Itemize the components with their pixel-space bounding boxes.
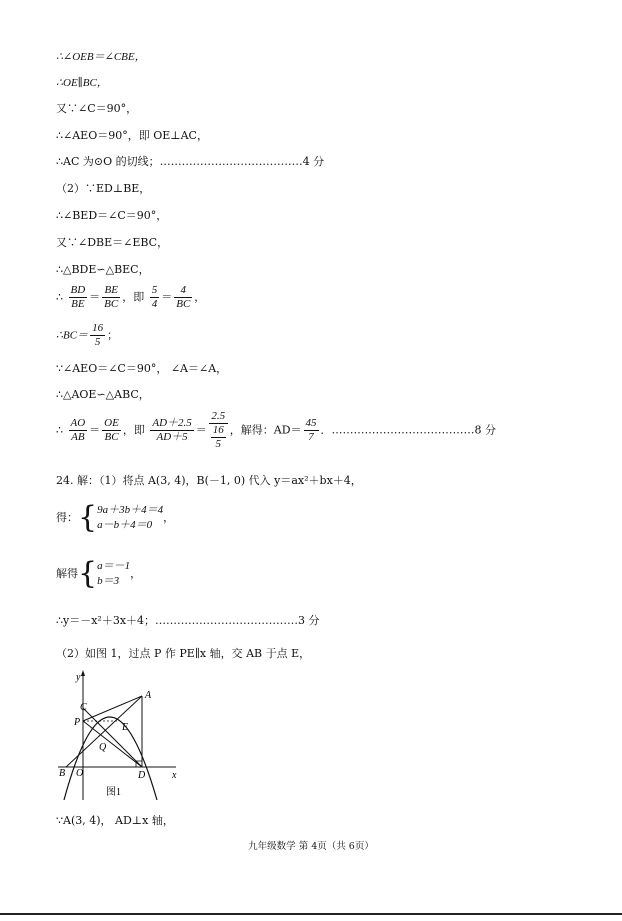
label-a: A — [145, 690, 152, 701]
label-x: x — [172, 770, 177, 781]
figure-caption: 图1 — [106, 787, 121, 798]
line-8: 又∵∠DBE＝∠EBC， — [56, 236, 169, 249]
label-d: D — [138, 770, 146, 781]
line-q24: 24. 解：（1）将点 A(3, 4)，B(－1, 0) 代入 y＝ax²＋bx＋4， — [56, 474, 362, 487]
line-7: ∴∠BED＝∠C＝90°， — [56, 209, 168, 222]
label-o: O — [76, 768, 84, 779]
figure-1 — [54, 664, 184, 804]
line-12: ∵∠AEO＝∠C＝90°， ∠A＝∠A， — [56, 362, 228, 375]
page-footer: 九年级数学 第 4页（共 6页） — [248, 841, 374, 852]
line-ab — [66, 696, 142, 767]
line-pd — [83, 721, 142, 767]
fraction-16-5: $\frac{16}{5}$ — [92, 322, 104, 348]
line-4: ∴∠AEO＝90°，即 OE⊥AC， — [56, 129, 208, 142]
label-q: Q — [99, 742, 107, 753]
fraction-25-over-16-5: $\frac{2.5}{\frac{16}{5}}$ — [209, 410, 228, 451]
fraction-4-bc: $\frac{4}{BC}$ — [176, 284, 191, 310]
line-11: ∴BC＝ $\frac{16}{5}$ ； — [56, 322, 119, 348]
line-9: ∴△BDE∽△BEC， — [56, 263, 150, 276]
label-y: y — [76, 672, 81, 683]
line-system-2: 解得{ a＝－1 b＝3 ， — [56, 556, 142, 591]
line-system-1: 得：{ 9a＋3b＋4＝4 a－b＋4＝0 ， — [56, 500, 175, 535]
line-14: ∴ $\frac{AO}{AB}$ ＝ $\frac{OE}{BC}$ ，即 $\frac{AD+2.5}{AD+5}$ ＝ $\frac{2.5}{\frac{16}{5}}$ ，解得：AD＝ $\frac{45}{7}$ ．…………………………………8 分 — [56, 410, 497, 450]
fraction-45-7: $\frac{45}{7}$ — [305, 417, 317, 443]
line-10: ∴ $\frac{BD}{BE}$ ＝ $\frac{BE}{BC}$ ，即 $\frac{5}{4}$ ＝ $\frac{4}{BC}$ ， — [56, 284, 206, 310]
line-6: （2）∵ED⊥BE， — [56, 182, 151, 195]
line-last: ∵A(3, 4)， AD⊥x 轴， — [56, 814, 174, 827]
equation-system-1: 9a＋3b＋4＝4 a－b＋4＝0 — [97, 504, 164, 531]
line-2: ∴OE∥BC， — [56, 77, 108, 89]
fraction-ao-ab: $\frac{AO}{AB}$ — [70, 417, 86, 443]
fraction-5-4: $\frac{5}{4}$ — [151, 284, 158, 310]
bottom-rule — [0, 913, 622, 915]
fraction-oe-bc: $\frac{OE}{BC}$ — [104, 417, 119, 443]
fraction-be-bc: $\frac{BE}{BC}$ — [104, 284, 119, 310]
line-3: 又∵∠C＝90°， — [56, 102, 138, 115]
line-y-formula: ∴y＝－x²＋3x＋4；…………………………………3 分 — [56, 614, 320, 627]
label-c: C — [80, 702, 87, 713]
line-13: ∴△AOE∽△ABC， — [56, 388, 150, 401]
y-axis-arrow — [81, 670, 85, 676]
left-brace: { — [78, 500, 98, 535]
fraction-16-5-inner: $\frac{16}{5}$ — [212, 424, 224, 450]
label-b: B — [59, 768, 66, 779]
fraction-bd-be: $\frac{BD}{BE}$ — [70, 284, 86, 310]
line-part2: （2）如图 1，过点 P 作 PE∥x 轴，交 AB 于点 E， — [56, 647, 311, 660]
left-brace-2: { — [78, 556, 98, 591]
label-e: E — [122, 722, 129, 733]
fraction-ad25-ad5: $\frac{AD+2.5}{AD+5}$ — [152, 417, 192, 443]
line-5: ∴AC 为⊙O 的切线；…………………………………4 分 — [56, 155, 325, 168]
line-1: ∴∠OEB＝∠CBE， — [56, 51, 146, 63]
equation-system-2: a＝－1 b＝3 — [97, 560, 131, 587]
label-p: P — [74, 717, 81, 728]
